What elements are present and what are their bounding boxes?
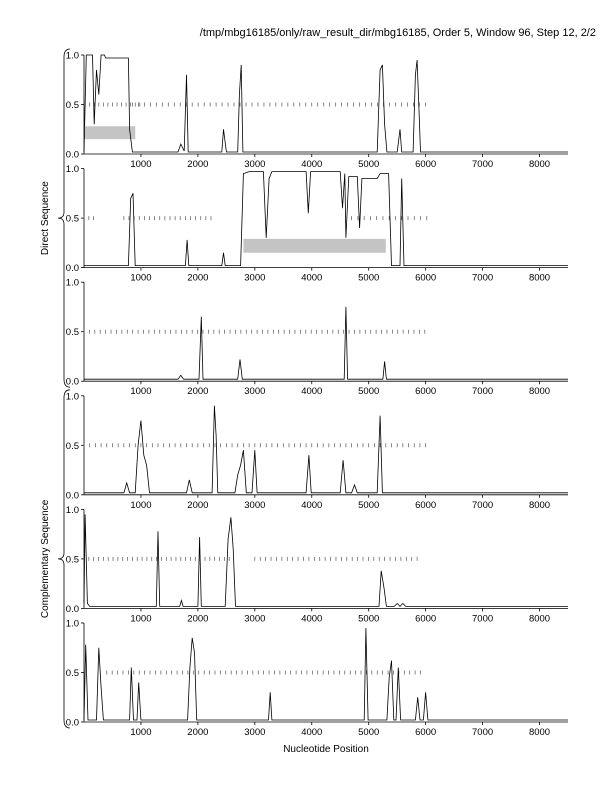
y-tick-label: 0.0 <box>65 376 79 388</box>
panel-2 <box>66 164 568 284</box>
x-tick-label: 8000 <box>528 613 551 625</box>
x-tick-label: 6000 <box>415 613 437 625</box>
x-tick-label: 4000 <box>301 272 323 284</box>
panel-3 <box>66 278 568 398</box>
x-tick-label: 5000 <box>358 159 380 170</box>
series-line <box>84 307 568 379</box>
x-tick-label: 7000 <box>472 159 494 170</box>
y-tick-label: 0.5 <box>65 668 79 679</box>
x-tick-label: 8000 <box>528 272 551 284</box>
y-tick-label: 0.0 <box>65 603 79 615</box>
x-tick-label: 4000 <box>301 727 323 738</box>
x-tick-label: 6000 <box>415 727 437 738</box>
group-label-complementary: Complementary Sequence <box>40 499 51 619</box>
x-tick-label: 3000 <box>244 727 266 738</box>
panel-6 <box>66 619 568 739</box>
series-line <box>84 406 568 493</box>
x-tick-label: 5000 <box>358 613 380 625</box>
x-tick-label: 5000 <box>358 272 380 284</box>
panel-5 <box>66 505 568 625</box>
x-tick-label: 2000 <box>187 272 209 284</box>
x-tick-label: 5000 <box>358 727 380 738</box>
figure-header: /tmp/mbg16185/only/raw_result_dir/mbg16185, Order 5, Window 96, Step 12, 2/2 <box>199 27 596 39</box>
y-tick-label: 0.5 <box>65 327 79 339</box>
x-tick-label: 1000 <box>130 159 152 170</box>
y-tick-label: 0.5 <box>65 213 79 225</box>
x-tick-label: 7000 <box>472 499 494 511</box>
y-tick-label: 1.0 <box>65 50 79 62</box>
x-tick-label: 7000 <box>472 727 494 738</box>
panel-1 <box>66 51 568 171</box>
x-tick-label: 1000 <box>130 499 152 511</box>
x-tick-label: 2000 <box>187 727 209 738</box>
x-axis-label: Nucleotide Position <box>283 744 369 755</box>
y-tick-label: 0.5 <box>65 100 79 111</box>
y-tick-label: 1.0 <box>65 504 79 516</box>
x-tick-label: 5000 <box>358 386 380 398</box>
x-tick-label: 1000 <box>130 386 152 398</box>
highlight-box <box>243 239 385 253</box>
x-tick-label: 3000 <box>244 272 266 284</box>
y-tick-label: 1.0 <box>65 391 79 403</box>
x-tick-label: 7000 <box>472 272 494 284</box>
y-tick-label: 0.5 <box>65 440 79 452</box>
x-tick-label: 3000 <box>244 159 266 170</box>
x-tick-label: 8000 <box>528 727 551 738</box>
x-tick-label: 2000 <box>187 613 209 625</box>
x-tick-label: 1000 <box>130 613 152 625</box>
y-tick-label: 0.0 <box>65 717 79 729</box>
series-line <box>84 628 568 720</box>
x-tick-label: 4000 <box>301 386 323 398</box>
y-tick-label: 0.0 <box>65 149 79 161</box>
panels-group <box>66 51 568 739</box>
highlight-box <box>84 126 135 139</box>
y-tick-label: 1.0 <box>65 164 79 176</box>
x-tick-label: 5000 <box>358 499 380 511</box>
x-tick-label: 7000 <box>472 613 494 625</box>
x-tick-label: 4000 <box>301 159 323 170</box>
y-tick-label: 1.0 <box>65 277 79 289</box>
x-tick-label: 6000 <box>415 272 437 284</box>
x-tick-label: 1000 <box>130 272 152 284</box>
x-tick-label: 3000 <box>244 613 266 625</box>
y-tick-label: 0.0 <box>65 490 79 502</box>
group-label-direct: Direct Sequence <box>40 181 51 256</box>
x-tick-label: 8000 <box>528 499 551 511</box>
x-tick-label: 2000 <box>187 499 209 511</box>
x-tick-label: 6000 <box>415 499 437 511</box>
x-tick-label: 7000 <box>472 386 494 398</box>
x-tick-label: 2000 <box>187 386 209 398</box>
x-tick-label: 8000 <box>528 159 551 170</box>
x-tick-label: 3000 <box>244 499 266 511</box>
x-tick-label: 4000 <box>301 613 323 625</box>
x-tick-label: 6000 <box>415 386 437 398</box>
x-tick-label: 1000 <box>130 727 152 738</box>
x-tick-label: 8000 <box>528 386 551 398</box>
x-tick-label: 3000 <box>244 386 266 398</box>
x-tick-label: 2000 <box>187 159 209 170</box>
y-tick-label: 1.0 <box>65 618 79 630</box>
y-tick-label: 0.5 <box>65 554 79 566</box>
panel-4 <box>66 391 568 511</box>
x-tick-label: 6000 <box>415 159 437 170</box>
y-tick-label: 0.0 <box>65 263 79 275</box>
x-tick-label: 4000 <box>301 499 323 511</box>
